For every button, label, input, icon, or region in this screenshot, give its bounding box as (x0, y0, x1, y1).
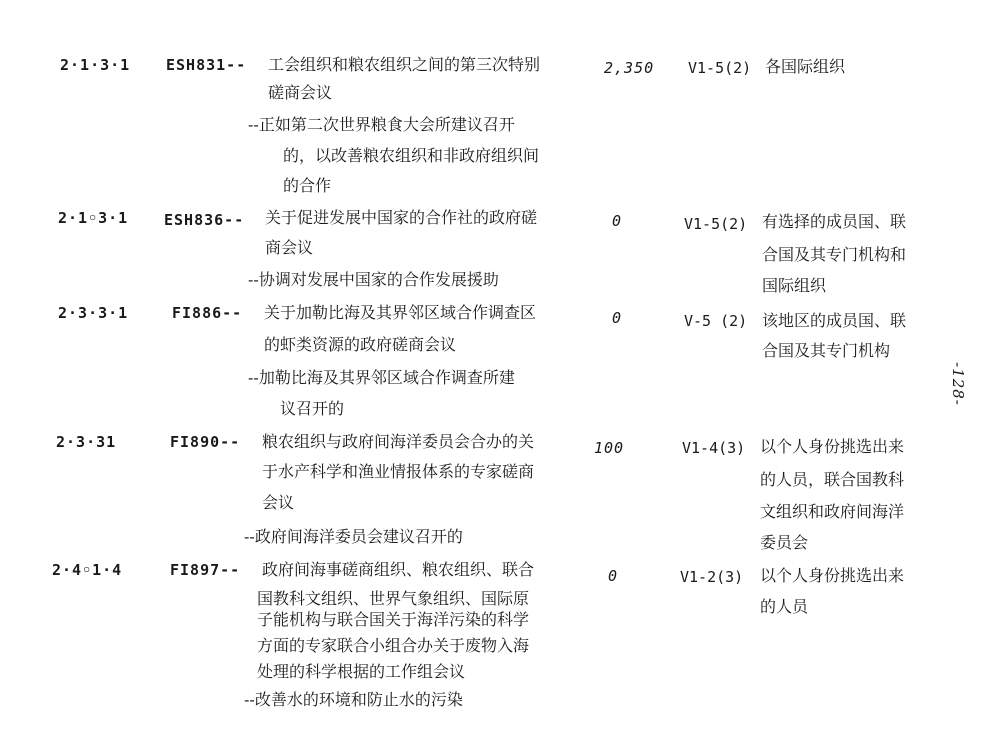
participants-line: 国际组织 (762, 276, 827, 295)
meeting-title-line: 工会组织和粮农组织之间的第三次特别 (268, 55, 541, 74)
participants-line: 以个人身份挑选出来 (760, 566, 905, 585)
amount: 0 (608, 567, 619, 585)
meeting-title-line: 磋商会议 (268, 83, 333, 102)
meeting-code: ESH836-- (164, 211, 245, 229)
section-number: 2·3·3·1 (58, 304, 129, 322)
reference: V1-4(3) (682, 439, 746, 457)
participants-line: 各国际组织 (765, 57, 846, 76)
purpose-line: --正如第二次世界粮食大会所建议召开 (248, 115, 515, 134)
purpose-line: 的合作 (283, 176, 332, 195)
section-number: 2·4◦1·4 (52, 561, 123, 579)
participants-line: 委员会 (760, 533, 809, 552)
section-number: 2·1·3·1 (60, 56, 131, 74)
amount: 0 (612, 309, 623, 327)
meeting-title-line: 会议 (262, 493, 295, 512)
reference: V1-5(2) (688, 59, 752, 77)
meeting-title-line: 于水产科学和渔业情报体系的专家磋商 (262, 462, 535, 481)
purpose-line: --改善水的环境和防止水的污染 (244, 690, 463, 709)
purpose-line: 的，以改善粮农组织和非政府组织间 (283, 146, 540, 165)
meeting-title-line: 国教科文组织、世界气象组织、国际原 (257, 589, 530, 608)
participants-line: 文组织和政府间海洋 (760, 502, 905, 521)
amount: 100 (594, 439, 625, 457)
reference: V-5 (2) (684, 312, 748, 330)
meeting-title-line: 粮农组织与政府间海洋委员会合办的关 (262, 432, 535, 451)
participants-line: 以个人身份挑选出来 (760, 437, 905, 456)
participants-line: 有选择的成员国、联 (762, 212, 907, 231)
meeting-title-line: 方面的专家联合小组合办关于废物入海 (257, 636, 530, 655)
meeting-title-line: 子能机构与联合国关于海洋污染的科学 (257, 610, 530, 629)
meeting-code: FI890-- (170, 433, 241, 451)
participants-line: 的人员，联合国教科 (760, 470, 905, 489)
amount: 2,350 (604, 59, 655, 77)
meeting-title-line: 关于促进发展中国家的合作社的政府磋 (265, 208, 538, 227)
amount: 0 (612, 212, 623, 230)
purpose-line: 议召开的 (280, 399, 345, 418)
meeting-title-line: 的虾类资源的政府磋商会议 (264, 335, 457, 354)
meeting-title-line: 商会议 (265, 238, 314, 257)
participants-line: 合国及其专门机构和 (762, 245, 907, 264)
meeting-title-line: 政府间海事磋商组织、粮农组织、联合 (262, 560, 535, 579)
meeting-title-line: 处理的科学根据的工作组会议 (257, 662, 466, 681)
section-number: 2·3·31 (56, 433, 117, 451)
reference: V1-2(3) (680, 568, 744, 586)
meeting-code: ESH831-- (166, 56, 247, 74)
participants-line: 合国及其专门机构 (762, 341, 891, 360)
reference: V1-5(2) (684, 215, 748, 233)
meeting-title-line: 关于加勒比海及其界邻区域合作调查区 (264, 303, 537, 322)
purpose-line: --政府间海洋委员会建议召开的 (244, 527, 463, 546)
meeting-code: FI886-- (172, 304, 243, 322)
purpose-line: --协调对发展中国家的合作发展援助 (248, 270, 499, 289)
page-number: -128- (949, 362, 967, 406)
purpose-line: --加勒比海及其界邻区域合作调查所建 (248, 368, 515, 387)
participants-line: 该地区的成员国、联 (762, 311, 907, 330)
participants-line: 的人员 (760, 597, 809, 616)
meeting-code: FI897-- (170, 561, 241, 579)
section-number: 2·1◦3·1 (58, 209, 129, 227)
